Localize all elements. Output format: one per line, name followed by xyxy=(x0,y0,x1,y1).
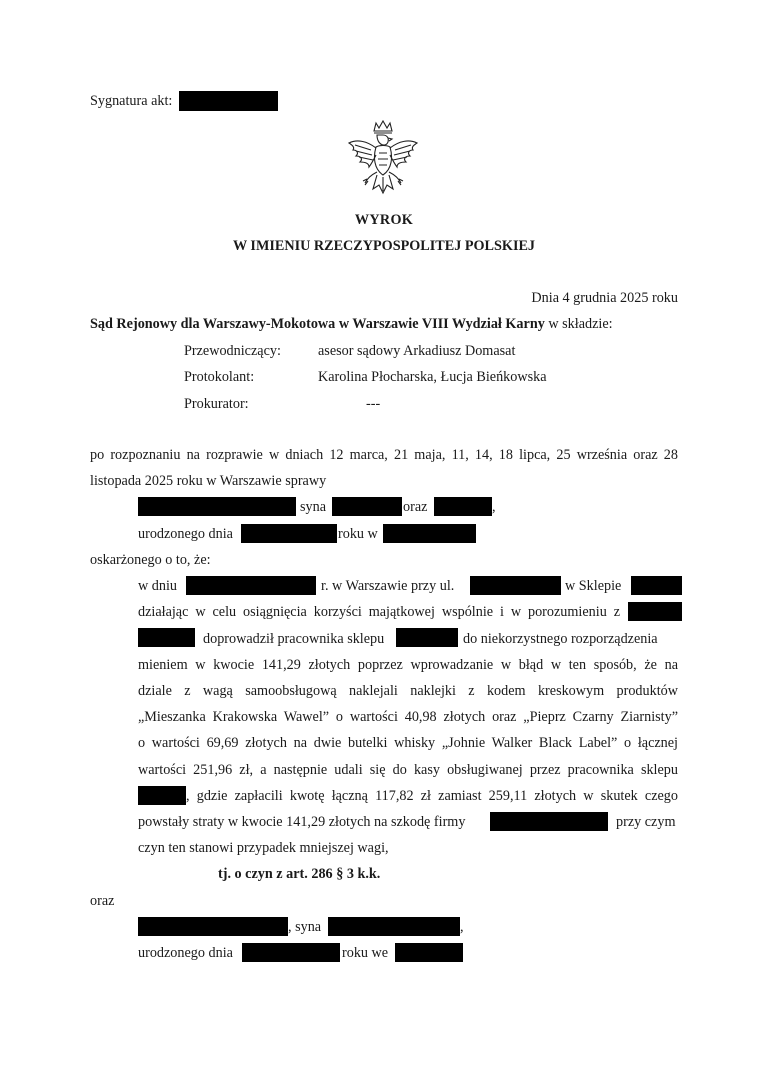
redaction-charge-accomplice-2 xyxy=(138,628,195,647)
redaction-defendant1-name xyxy=(138,497,296,516)
panel-role-clerk: Protokolant: xyxy=(184,369,255,385)
court-suffix: w składzie: xyxy=(544,316,613,332)
redaction-defendant2-name xyxy=(138,917,288,936)
defendant1-son-of: syna xyxy=(300,499,327,515)
panel-person-chair: asesor sądowy Arkadiusz Domasat xyxy=(318,343,516,359)
redaction-signature xyxy=(179,91,278,111)
intro-line-1: po rozpoznaniu na rozprawie w dniach 12 marca, 21 maja, 11, 14, 18 lipca, 25 września oraz 28 xyxy=(90,447,678,463)
defendant2-year-in: roku we xyxy=(342,945,389,961)
defendant1-and: oraz xyxy=(403,499,428,515)
redaction-defendant2-birthplace xyxy=(395,943,463,962)
document-subtitle: W IMIENIU RZECZYPOSPOLITEJ POLSKIEJ xyxy=(232,238,536,254)
charge-line1-a: w dniu xyxy=(138,578,178,594)
panel-person-clerk: Karolina Płocharska, Łucja Bieńkowska xyxy=(318,369,547,385)
redaction-charge-accomplice xyxy=(628,602,682,621)
redaction-defendant2-birthdate xyxy=(242,943,340,962)
charge-line6: „Mieszanka Krakowska Wawel” o wartości 40,98 złotych oraz „Pieprz Czarny Ziarnisty” xyxy=(138,709,678,725)
court-name: Sąd Rejonowy dla Warszawy-Mokotowa w Warszawie VIII Wydział Karny xyxy=(90,316,545,332)
redaction-charge-company xyxy=(490,812,608,831)
defendant2-comma: , xyxy=(460,919,464,935)
and-word: oraz xyxy=(90,893,115,909)
judgment-date: Dnia 4 grudnia 2025 roku xyxy=(531,290,678,306)
charge-line10-b: przy czym xyxy=(616,814,676,830)
court-line xyxy=(90,315,613,333)
charge-line4: mieniem w kwocie 141,29 złotych poprzez wprowadzanie w błąd w ten sposób, że na xyxy=(138,657,678,673)
charge-line2: działając w celu osiągnięcia korzyści majątkowej wspólnie i w porozumieniu z xyxy=(138,604,620,620)
redaction-charge-date xyxy=(186,576,316,595)
charge-line1-c: w Sklepie xyxy=(565,578,622,594)
charge-line9: , gdzie zapłacili kwotę łączną 117,82 zł zamiast 259,11 złotych w skutek czego xyxy=(186,788,678,804)
case-signature-label: Sygnatura akt: xyxy=(90,93,173,109)
defendant1-born: urodzonego dnia xyxy=(138,526,233,542)
redaction-defendant1-birthplace xyxy=(383,524,476,543)
redaction-defendant1-birthdate xyxy=(241,524,337,543)
redaction-charge-street xyxy=(470,576,561,595)
eagle-emblem-icon xyxy=(343,117,423,199)
charge-line5: dziale z wagą samoobsługową naklejali naklejki z kodem kreskowym produktów xyxy=(138,683,678,699)
charge-line11: czyn ten stanowi przypadek mniejszej wagi, xyxy=(138,840,389,856)
charge-line8: wartości 251,96 zł, a następnie udali się do kasy obsługiwanej przez pracownika sklepu xyxy=(138,762,678,778)
charge-line3-a: doprowadził pracownika sklepu xyxy=(203,631,385,647)
redaction-defendant1-father xyxy=(332,497,402,516)
intro-line-2: listopada 2025 roku w Warszawie sprawy xyxy=(90,473,327,489)
charge-line10-a: powstały straty w kwocie 141,29 złotych na szkodę firmy xyxy=(138,814,466,830)
defendant1-year-in: roku w xyxy=(338,526,378,542)
charge-line7: o wartości 69,69 złotych na dwie butelki whisky „Johnie Walker Black Label” o łącznej xyxy=(138,735,678,751)
panel-role-prosecutor: Prokurator: xyxy=(184,396,249,412)
redaction-charge-employee-2 xyxy=(138,786,186,805)
defendant2-son-of: , syna xyxy=(288,919,322,935)
charge-qualification: tj. o czyn z art. 286 § 3 k.k. xyxy=(218,866,381,882)
panel-role-chair: Przewodniczący: xyxy=(184,343,281,359)
accused-of-label: oskarżonego o to, że: xyxy=(90,552,211,568)
panel-person-prosecutor: --- xyxy=(366,396,381,412)
charge-line1-b: r. w Warszawie przy ul. xyxy=(321,578,455,594)
redaction-defendant1-mother xyxy=(434,497,492,516)
redaction-defendant2-father xyxy=(328,917,460,936)
redaction-charge-employee xyxy=(396,628,458,647)
redaction-charge-shop xyxy=(631,576,682,595)
charge-line3-b: do niekorzystnego rozporządzenia xyxy=(463,631,658,647)
defendant2-born: urodzonego dnia xyxy=(138,945,233,961)
document-title: WYROK xyxy=(354,212,414,228)
defendant1-comma: , xyxy=(492,499,496,515)
